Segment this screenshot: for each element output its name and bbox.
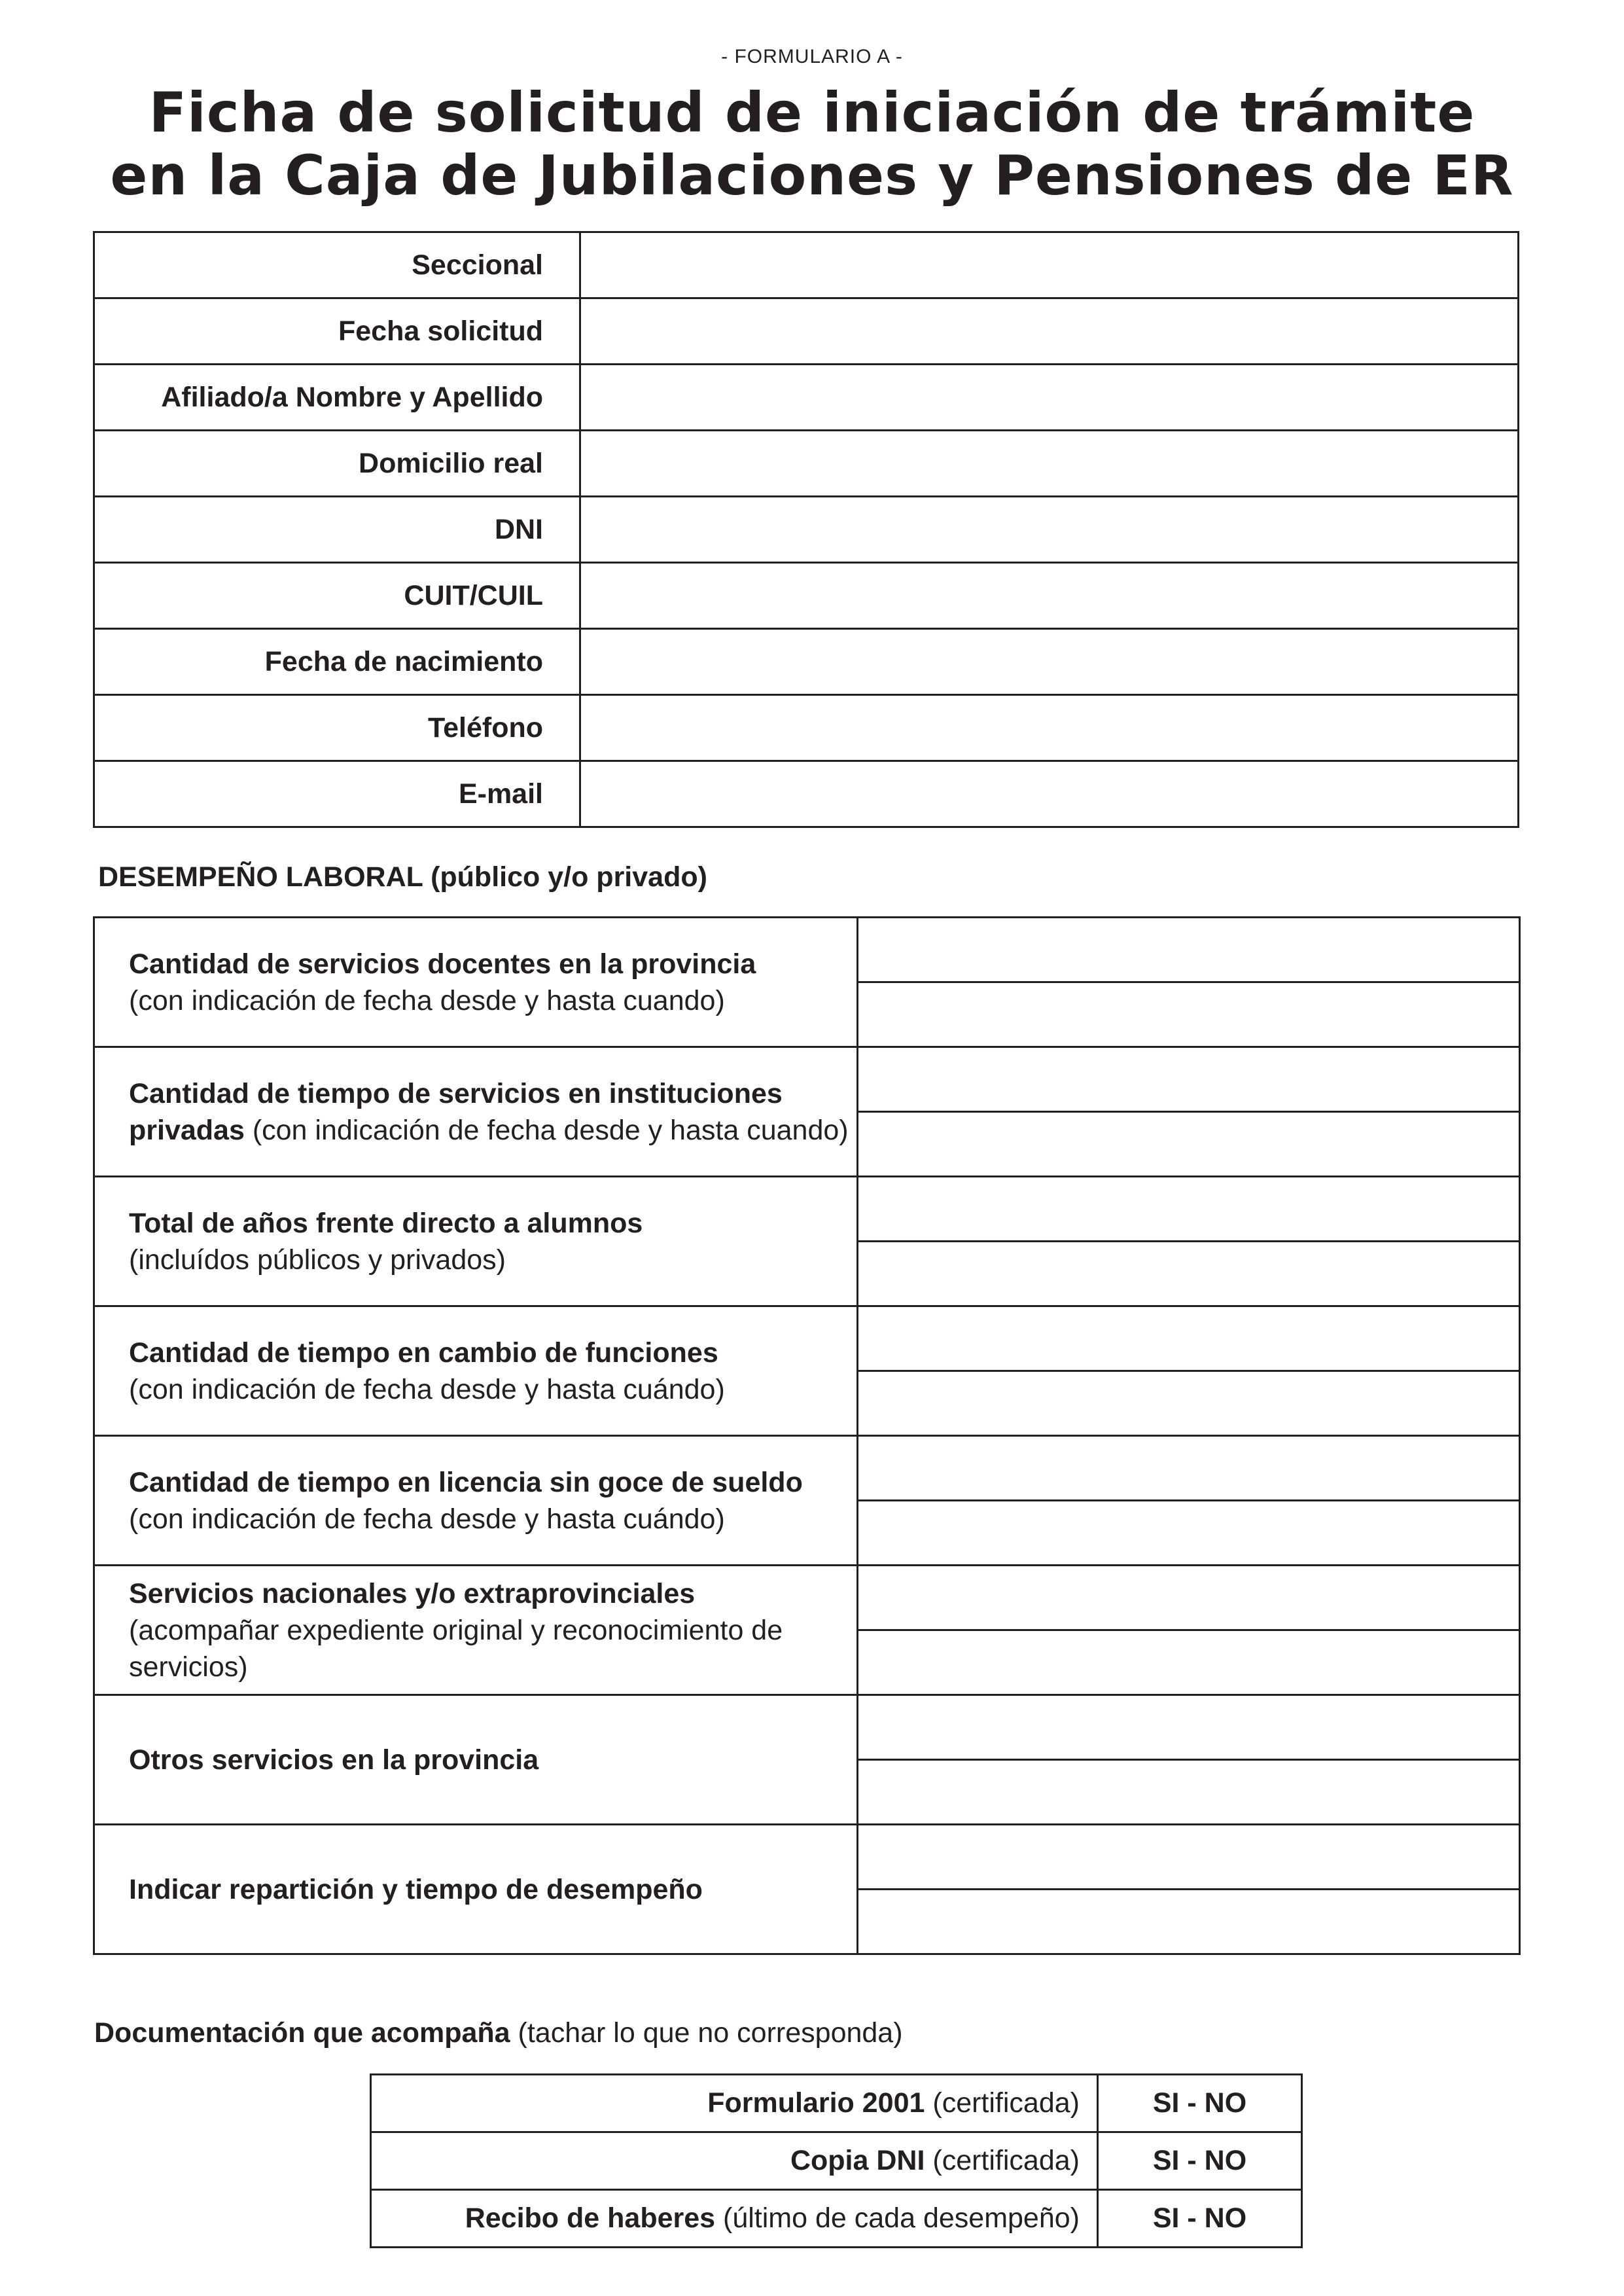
work-label-bold: Indicar repartición y tiempo de desempeño (129, 1873, 703, 1905)
doc-label (371, 2190, 1098, 2248)
field-label: Domicilio real (94, 431, 580, 497)
nombre-apellido-field[interactable] (580, 365, 1519, 431)
work-value-field[interactable] (858, 1436, 1520, 1501)
doc-label (371, 2075, 1098, 2132)
doc-label-bold: Copia DNI (790, 2145, 925, 2176)
cuit-cuil-field[interactable] (580, 563, 1519, 629)
doc-row-recibo-haberes (371, 2190, 1302, 2248)
work-value-field[interactable] (858, 1825, 1520, 1890)
field-label: Teléfono (94, 695, 580, 761)
personal-row-dni (94, 497, 1519, 563)
field-label: Fecha de nacimiento (94, 629, 580, 695)
form-code: - FORMULARIO A - (721, 46, 903, 67)
work-value-field[interactable] (858, 1501, 1520, 1566)
form-title-line-1: Ficha de solicitud de iniciación de trámite (149, 81, 1475, 145)
work-label-detail: (incluídos públicos y privados) (129, 1244, 506, 1276)
documentation-heading-note: (tachar lo que no corresponda) (510, 2017, 903, 2049)
work-value-field[interactable] (858, 982, 1520, 1047)
work-value-field[interactable] (858, 1177, 1520, 1242)
personal-row-seccional (94, 232, 1519, 298)
work-value-field[interactable] (858, 1371, 1520, 1436)
domicilio-field[interactable] (580, 431, 1519, 497)
work-label (94, 918, 858, 1047)
work-label-detail: (con indicación de fecha desde y hasta cuándo) (129, 1373, 725, 1405)
work-label-detail: (con indicación de fecha desde y hasta cuándo) (129, 1503, 725, 1535)
personal-row-cuit (94, 563, 1519, 629)
work-value-field[interactable] (858, 1242, 1520, 1306)
work-label (94, 1306, 858, 1436)
dni-field[interactable] (580, 497, 1519, 563)
telefono-field[interactable] (580, 695, 1519, 761)
work-label (94, 1566, 858, 1695)
work-section-heading: DESEMPEÑO LABORAL (público y/o privado) (98, 861, 707, 893)
doc-label-bold: Recibo de haberes (465, 2202, 716, 2234)
work-value-field[interactable] (858, 1112, 1520, 1177)
field-label: E-mail (94, 761, 580, 827)
work-value-field[interactable] (858, 1760, 1520, 1825)
doc-label-bold: Formulario 2001 (707, 2087, 925, 2119)
work-label-bold: Servicios nacionales y/o extraprovinciales (129, 1577, 696, 1609)
documentation-table (370, 2073, 1303, 2248)
work-label-bold: Cantidad de servicios docentes en la provincia (129, 948, 756, 980)
personal-row-domicilio (94, 431, 1519, 497)
work-value-field[interactable] (858, 1695, 1520, 1760)
seccional-field[interactable] (580, 232, 1519, 298)
work-label-detail: (con indicación de fecha desde y hasta cuando) (129, 984, 725, 1016)
doc-label-detail: (certificada) (925, 2145, 1080, 2176)
work-label (94, 1695, 858, 1825)
work-value-field[interactable] (858, 1630, 1520, 1695)
doc-row-formulario-2001 (371, 2075, 1302, 2132)
work-label-bold: Cantidad de tiempo en licencia sin goce de sueldo (129, 1466, 803, 1498)
personal-row-nombre (94, 365, 1519, 431)
personal-data-table (93, 231, 1519, 828)
documentation-heading (94, 2017, 903, 2049)
form-title-line-2: en la Caja de Jubilaciones y Pensiones de ER (110, 143, 1514, 207)
work-value-field[interactable] (858, 1566, 1520, 1630)
doc-label (371, 2132, 1098, 2190)
work-value-field[interactable] (858, 1890, 1520, 1954)
work-label-detail: (con indicación de fecha desde y hasta cuando) (244, 1114, 849, 1146)
work-label-bold: Cantidad de tiempo en cambio de funciones (129, 1336, 718, 1369)
work-label-bold: Cantidad de tiempo de servicios en instituciones privadas (129, 1077, 783, 1146)
personal-row-telefono (94, 695, 1519, 761)
si-no-option[interactable]: SI - NO (1098, 2132, 1302, 2190)
si-no-option[interactable]: SI - NO (1098, 2075, 1302, 2132)
work-label (94, 1436, 858, 1566)
fecha-nacimiento-field[interactable] (580, 629, 1519, 695)
personal-row-nacimiento (94, 629, 1519, 695)
fecha-solicitud-field[interactable] (580, 298, 1519, 365)
work-label-bold: Otros servicios en la provincia (129, 1744, 539, 1776)
si-no-option[interactable]: SI - NO (1098, 2190, 1302, 2248)
doc-row-copia-dni (371, 2132, 1302, 2190)
field-label: Seccional (94, 232, 580, 298)
personal-row-fecha-solicitud (94, 298, 1519, 365)
work-label-detail: (acompañar expediente original y reconocimiento de servicios) (129, 1614, 783, 1683)
field-label: Fecha solicitud (94, 298, 580, 365)
work-label-bold: Total de años frente directo a alumnos (129, 1207, 643, 1239)
doc-label-detail: (certificada) (925, 2087, 1080, 2119)
email-field[interactable] (580, 761, 1519, 827)
work-value-field[interactable] (858, 1306, 1520, 1371)
field-label: CUIT/CUIL (94, 563, 580, 629)
work-label (94, 1047, 858, 1177)
work-label (94, 1825, 858, 1954)
work-value-field[interactable] (858, 1047, 1520, 1112)
work-value-field[interactable] (858, 918, 1520, 982)
work-performance-table (93, 916, 1521, 1955)
doc-label-detail: (último de cada desempeño) (715, 2202, 1080, 2234)
personal-row-email (94, 761, 1519, 827)
work-label (94, 1177, 858, 1306)
field-label: DNI (94, 497, 580, 563)
documentation-heading-bold: Documentación que acompaña (94, 2017, 510, 2049)
field-label: Afiliado/a Nombre y Apellido (94, 365, 580, 431)
